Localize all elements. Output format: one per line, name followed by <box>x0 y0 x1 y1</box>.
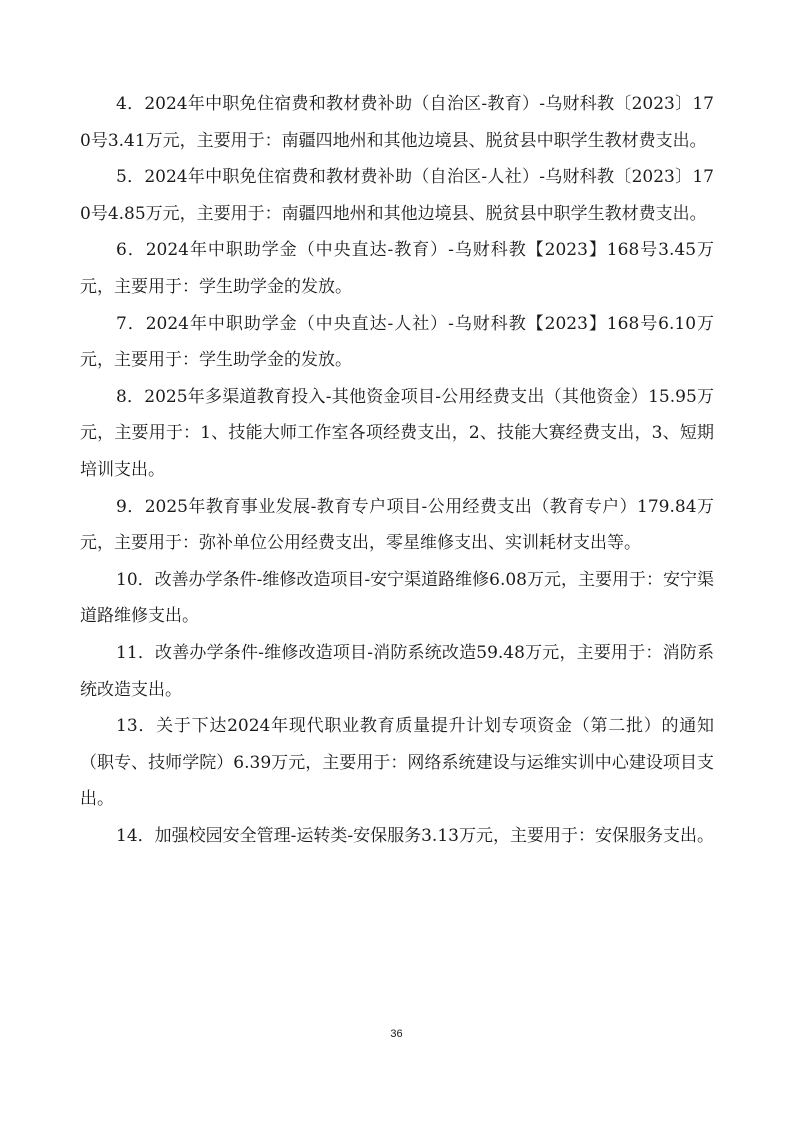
paragraph-item-11: 11．改善办学条件-维修改造项目-消防系统改造59.48万元，主要用于：消防系统改造支出。 <box>80 642 714 700</box>
paragraph-item-8: 8．2025年多渠道教育投入-其他资金项目-公用经费支出（其他资金）15.95万元，主要用于：1、技能大师工作室各项经费支出，2、技能大赛经费支出，3、短期培训支出。 <box>80 386 714 480</box>
page-number: 36 <box>390 1028 403 1040</box>
paragraph-item-9: 9．2025年教育事业发展-教育专户项目-公用经费支出（教育专户）179.84万元，主要用于：弥补单位公用经费支出，零星维修支出、实训耗材支出等。 <box>80 496 714 554</box>
paragraph-item-7: 7．2024年中职助学金（中央直达-人社）-乌财科教【2023】168号6.10万元，主要用于：学生助学金的发放。 <box>80 313 714 371</box>
paragraph-item-5: 5．2024年中职免住宿费和教材费补助（自治区-人社）-乌财科教〔2023〕170号4.85万元，主要用于：南疆四地州和其他边境县、脱贫县中职学生教材费支出。 <box>80 167 714 224</box>
document-body <box>80 86 714 854</box>
paragraph-item-14: 14．加强校园安全管理-运转类-安保服务3.13万元，主要用于：安保服务支出。 <box>116 825 714 846</box>
paragraph-item-6: 6．2024年中职助学金（中央直达-教育）-乌财科教【2023】168号3.45万元，主要用于：学生助学金的发放。 <box>80 240 714 297</box>
paragraph-item-10: 10．改善办学条件-维修改造项目-安宁渠道路维修6.08万元，主要用于：安宁渠道路维修支出。 <box>80 569 714 627</box>
paragraph-item-4: 4．2024年中职免住宿费和教材费补助（自治区-教育）-乌财科教〔2023〕170号3.41万元，主要用于：南疆四地州和其他边境县、脱贫县中职学生教材费支出。 <box>80 94 714 151</box>
paragraph-item-13: 13．关于下达2024年现代职业教育质量提升计划专项资金（第二批）的通知（职专、技师学院）6.39万元，主要用于：网络系统建设与运维实训中心建设项目支出。 <box>80 716 714 810</box>
